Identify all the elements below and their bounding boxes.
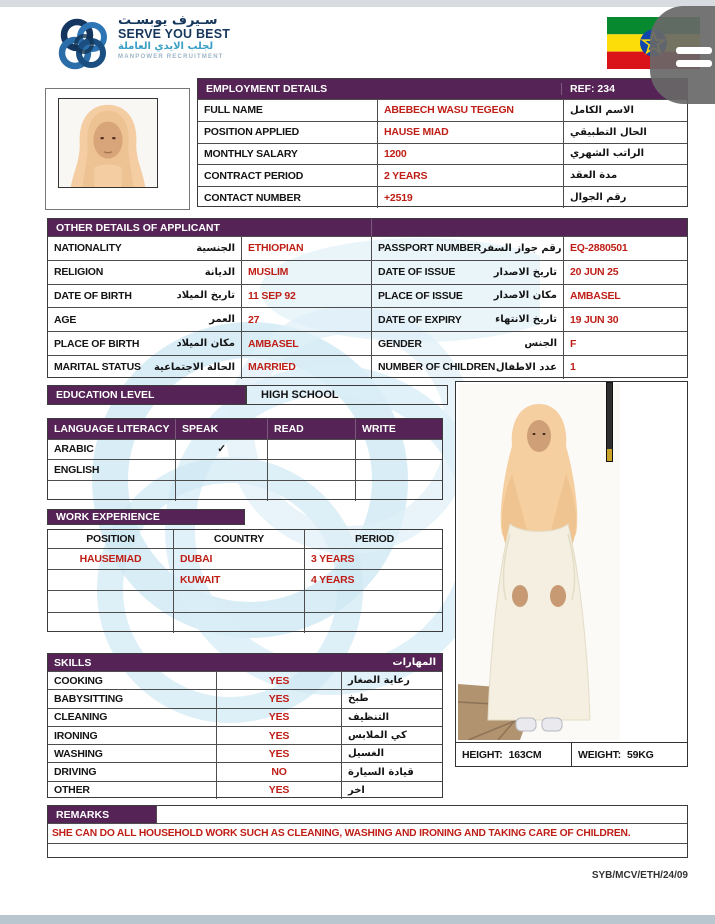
document-reference-code: SYB/MCV/ETH/24/09 bbox=[591, 870, 688, 881]
country-value bbox=[173, 591, 304, 611]
height-value: 163CM bbox=[508, 748, 542, 761]
column-header: PERIOD bbox=[304, 530, 444, 548]
employment-title: EMPLOYMENT DETAILS bbox=[206, 83, 328, 95]
page-top-edge bbox=[0, 0, 715, 7]
column-header: COUNTRY bbox=[173, 530, 304, 548]
field-value: +2519 bbox=[377, 187, 563, 208]
measurements-row bbox=[456, 742, 687, 766]
education-title: EDUCATION LEVEL bbox=[56, 389, 155, 401]
skill-name: WASHING bbox=[54, 747, 103, 760]
period-value bbox=[304, 613, 444, 633]
field-value: 1 bbox=[563, 356, 689, 379]
skills-table bbox=[47, 653, 443, 798]
remarks-header-spacer bbox=[156, 806, 687, 823]
field-label: DATE OF EXPIRY bbox=[378, 313, 462, 326]
field-label: PASSPORT NUMBER bbox=[378, 242, 481, 255]
table-row bbox=[198, 143, 687, 165]
field-label-arabic: الجنس bbox=[524, 338, 557, 350]
read-cell bbox=[267, 440, 355, 460]
remarks-title: REMARKS bbox=[48, 806, 156, 823]
field-label: PLACE OF BIRTH bbox=[54, 337, 140, 350]
table-row bbox=[48, 689, 442, 707]
table-row bbox=[198, 121, 687, 143]
table-row bbox=[48, 612, 442, 633]
field-label-arabic: تاريخ الميلاد bbox=[176, 290, 235, 302]
field-label-arabic: مكان الميلاد bbox=[176, 338, 235, 350]
field-label-arabic: العمر bbox=[209, 314, 235, 326]
education-value: HIGH SCHOOL bbox=[261, 389, 339, 401]
field-label: GENDER bbox=[378, 337, 422, 350]
ref-number: REF: 234 bbox=[561, 83, 687, 95]
side-menu-handle[interactable] bbox=[650, 6, 715, 104]
field-label: CONTACT NUMBER bbox=[204, 191, 301, 204]
field-label-arabic: الحال التطبيقي bbox=[563, 122, 689, 143]
skill-name: BABYSITTING bbox=[54, 692, 123, 705]
field-value: ETHIOPIAN bbox=[241, 237, 371, 260]
skill-name-arabic: طبخ bbox=[341, 690, 444, 707]
work-experience-header bbox=[47, 509, 245, 525]
skill-value: YES bbox=[216, 690, 341, 707]
field-label: NATIONALITY bbox=[54, 242, 122, 255]
field-label-arabic: الاسم الكامل bbox=[563, 100, 689, 121]
skill-name: CLEANING bbox=[54, 711, 108, 724]
field-label-arabic: مدة العقد bbox=[563, 165, 689, 186]
table-row bbox=[48, 744, 442, 762]
field-value: AMBASEL bbox=[241, 332, 371, 355]
period-value: 3 YEARS bbox=[304, 549, 444, 569]
table-row bbox=[48, 236, 687, 260]
skill-name: IRONING bbox=[54, 729, 98, 742]
field-label: POSITION APPLIED bbox=[204, 126, 300, 139]
table-row bbox=[48, 260, 687, 284]
field-label: FULL NAME bbox=[204, 104, 263, 117]
skill-name-arabic: اخر bbox=[341, 782, 444, 799]
field-value: F bbox=[563, 332, 689, 355]
agency-logo-text bbox=[118, 14, 288, 61]
field-label-arabic: تاريخ الانتهاء bbox=[495, 314, 557, 326]
field-value: MUSLIM bbox=[241, 261, 371, 284]
applicant-full-body-photo bbox=[458, 384, 620, 740]
skills-title-arabic: المهارات bbox=[392, 657, 436, 668]
position-value: HAUSEMIAD bbox=[79, 553, 142, 566]
weight-value: 59KG bbox=[626, 748, 654, 761]
field-value: 27 bbox=[241, 308, 371, 331]
table-row bbox=[48, 355, 687, 379]
period-value bbox=[304, 591, 444, 611]
applicant-portrait-photo bbox=[58, 98, 158, 188]
work-experience-table bbox=[47, 529, 443, 632]
write-cell bbox=[355, 440, 444, 460]
position-value bbox=[48, 613, 173, 633]
skill-name-arabic: التنظيف bbox=[341, 709, 444, 726]
country-value bbox=[173, 613, 304, 633]
field-label-arabic: الحالة الاجتماعية bbox=[153, 361, 235, 373]
skill-value: NO bbox=[216, 763, 341, 780]
field-label: MONTHLY SALARY bbox=[204, 147, 298, 160]
skill-name-arabic: الغسيل bbox=[341, 745, 444, 762]
table-row bbox=[198, 164, 687, 186]
table-row bbox=[48, 781, 442, 799]
skill-value: YES bbox=[216, 709, 341, 726]
field-label-arabic: الديانة bbox=[204, 266, 235, 278]
field-value: 11 SEP 92 bbox=[241, 285, 371, 308]
column-header: LANGUAGE LITERACY bbox=[54, 422, 170, 435]
table-row bbox=[48, 671, 442, 689]
field-value: HAUSE MIAD bbox=[377, 122, 563, 143]
table-row bbox=[48, 307, 687, 331]
column-header: READ bbox=[267, 419, 355, 439]
skill-name: COOKING bbox=[54, 674, 103, 687]
read-cell bbox=[267, 460, 355, 480]
table-row bbox=[48, 480, 442, 501]
field-value: AMBASEL bbox=[563, 285, 689, 308]
field-value: 2 YEARS bbox=[377, 165, 563, 186]
field-label-arabic: رقم الجوال bbox=[563, 187, 689, 208]
other-details-header bbox=[48, 219, 687, 236]
language-literacy-table bbox=[47, 418, 443, 500]
remarks-empty-row bbox=[48, 843, 687, 857]
field-label: DATE OF ISSUE bbox=[378, 266, 456, 279]
language-name: ARABIC bbox=[54, 443, 94, 456]
agency-logo-rings-icon bbox=[55, 16, 113, 76]
education-level-header bbox=[47, 385, 246, 405]
field-label: RELIGION bbox=[54, 266, 104, 279]
logo-arabic-title: سـيرف يوبسـت bbox=[118, 13, 218, 28]
field-label: MARITAL STATUS bbox=[54, 361, 141, 374]
field-label: PLACE OF ISSUE bbox=[378, 289, 463, 302]
other-details-title: OTHER DETAILS OF APPLICANT bbox=[56, 221, 220, 234]
skill-value: YES bbox=[216, 745, 341, 762]
table-row bbox=[48, 762, 442, 780]
page-bottom-edge bbox=[0, 915, 715, 924]
skill-name: OTHER bbox=[54, 784, 90, 797]
employment-details-table bbox=[197, 78, 688, 207]
period-value: 4 YEARS bbox=[304, 570, 444, 590]
skill-name-arabic: كي الملابس bbox=[341, 727, 444, 744]
position-value bbox=[48, 570, 173, 590]
skill-value: YES bbox=[216, 672, 341, 689]
remarks-section bbox=[47, 805, 688, 858]
skill-name-arabic: قيادة السيارة bbox=[341, 763, 444, 780]
full-body-photo-box bbox=[455, 381, 688, 767]
skills-title: SKILLS bbox=[54, 656, 92, 669]
field-value: MARRIED bbox=[241, 356, 371, 379]
table-row bbox=[48, 439, 442, 460]
speak-checkmark: ✓ bbox=[175, 440, 267, 460]
column-header: POSITION bbox=[86, 533, 135, 545]
field-value: EQ-2880501 bbox=[563, 237, 689, 260]
remarks-text: SHE CAN DO ALL HOUSEHOLD WORK SUCH AS CLEANING, WASHING AND IRONING AND TAKING CARE OF CHILDREN. bbox=[48, 823, 687, 843]
field-label: AGE bbox=[54, 313, 77, 326]
table-row bbox=[198, 99, 687, 121]
field-label: CONTRACT PERIOD bbox=[204, 169, 304, 182]
skill-value: YES bbox=[216, 782, 341, 799]
read-cell bbox=[267, 481, 355, 501]
position-value bbox=[48, 591, 173, 611]
logo-title: SERVE YOU BEST bbox=[118, 26, 231, 41]
skill-name-arabic: رعاية الصغار bbox=[341, 672, 444, 689]
table-row bbox=[48, 331, 687, 355]
table-row bbox=[48, 548, 442, 569]
photo-edge-artifact bbox=[606, 382, 613, 462]
speak-cell bbox=[175, 460, 267, 480]
country-value: KUWAIT bbox=[173, 570, 304, 590]
header-spacer bbox=[371, 219, 687, 236]
field-value: 19 JUN 30 bbox=[563, 308, 689, 331]
field-label-arabic: الجنسية bbox=[196, 242, 235, 254]
logo-arabic-subtitle: لجلب الايدي العاملة bbox=[118, 40, 214, 52]
table-header-row bbox=[48, 530, 442, 548]
table-row bbox=[48, 726, 442, 744]
handle-bar-icon bbox=[676, 47, 712, 54]
education-level-value bbox=[246, 385, 448, 405]
field-value: 1200 bbox=[377, 144, 563, 165]
weight-label: WEIGHT: bbox=[578, 748, 621, 761]
field-label-arabic: مكان الاصدار bbox=[493, 290, 557, 302]
field-label-arabic: الراتب الشهري bbox=[563, 144, 689, 165]
write-cell bbox=[355, 481, 444, 501]
table-row bbox=[48, 569, 442, 590]
skill-name: DRIVING bbox=[54, 766, 97, 779]
work-experience-title: WORK EXPERIENCE bbox=[56, 511, 160, 523]
field-label: NUMBER OF CHILDREN bbox=[378, 361, 496, 374]
table-row bbox=[48, 708, 442, 726]
field-label-arabic: تاريخ الاصدار bbox=[493, 266, 557, 278]
employment-header bbox=[198, 79, 687, 99]
table-row bbox=[198, 186, 687, 208]
field-value: 20 JUN 25 bbox=[563, 261, 689, 284]
skill-value: YES bbox=[216, 727, 341, 744]
handle-bar-icon bbox=[676, 60, 712, 67]
table-row bbox=[48, 590, 442, 611]
column-header: WRITE bbox=[355, 419, 442, 439]
field-label-arabic: عدد الاطفال bbox=[495, 361, 557, 373]
language-name: ENGLISH bbox=[54, 464, 100, 477]
table-row bbox=[48, 284, 687, 308]
language-name bbox=[48, 481, 175, 501]
column-header: SPEAK bbox=[175, 419, 267, 439]
table-row bbox=[48, 459, 442, 480]
field-value: ABEBECH WASU TEGEGN bbox=[377, 100, 563, 121]
height-label: HEIGHT: bbox=[462, 748, 503, 761]
write-cell bbox=[355, 460, 444, 480]
logo-subtitle: MANPOWER RECRUITMENT bbox=[118, 54, 224, 61]
country-value: DUBAI bbox=[173, 549, 304, 569]
other-details-table bbox=[47, 218, 688, 378]
field-label: DATE OF BIRTH bbox=[54, 289, 132, 302]
field-label-arabic: رقم جواز السفر bbox=[480, 242, 562, 254]
speak-cell bbox=[175, 481, 267, 501]
